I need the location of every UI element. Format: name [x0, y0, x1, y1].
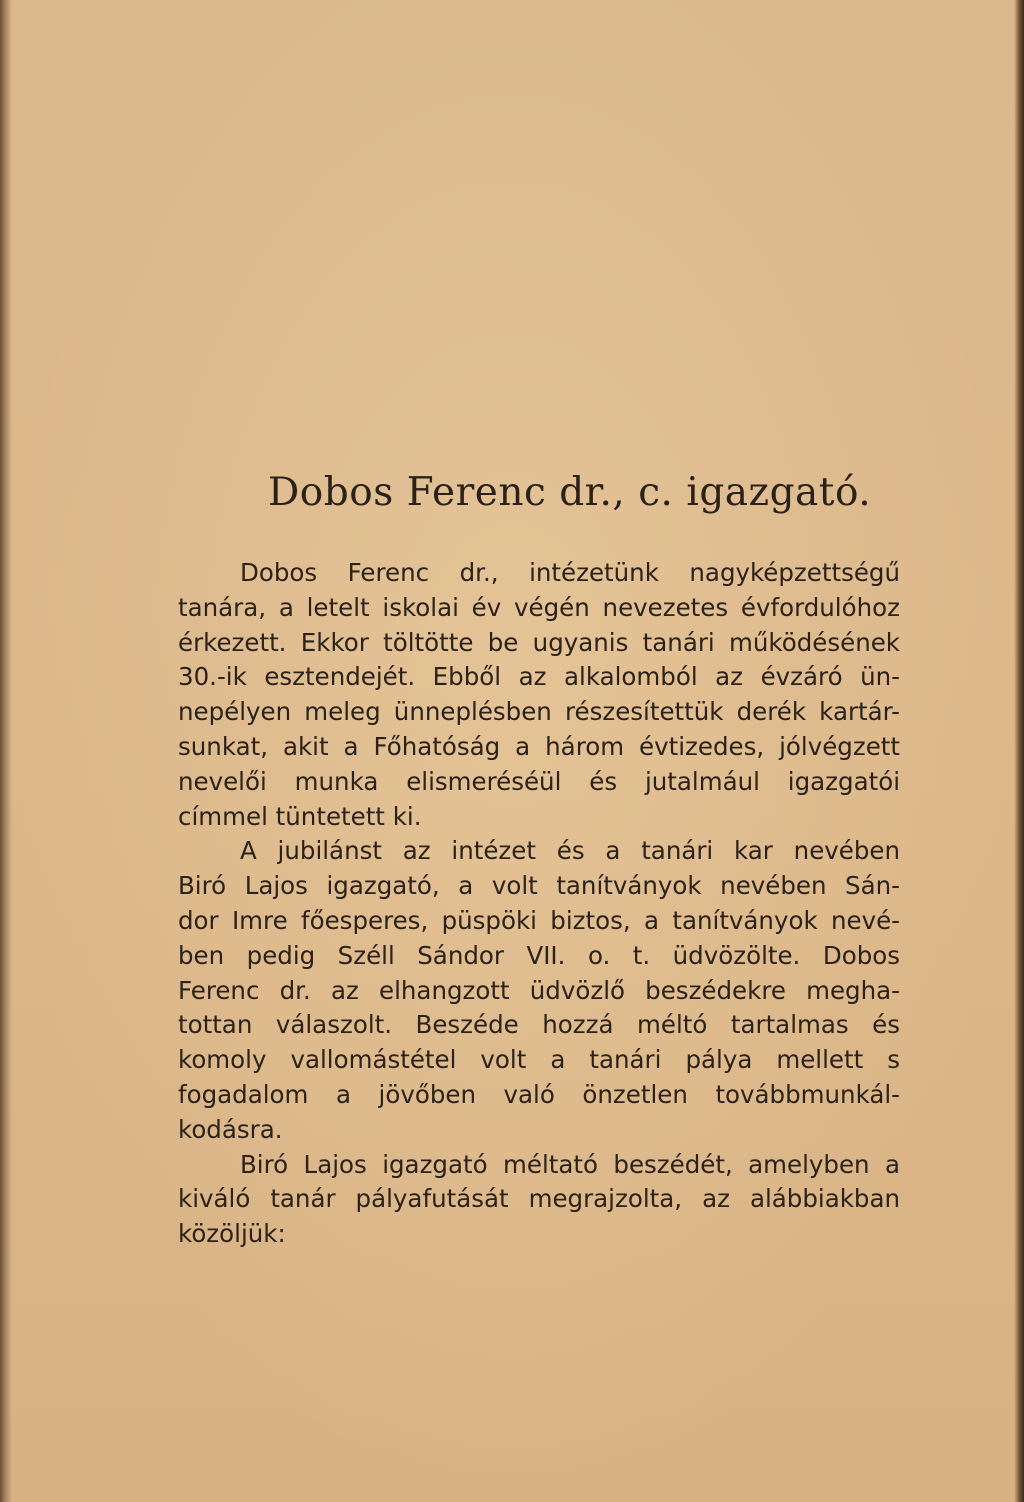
page-right-edge	[1014, 0, 1024, 1502]
text-line: címmel tüntetett ki.	[178, 801, 422, 831]
text-line: komoly vallomástétel volt a tanári pálya mellett s	[178, 1045, 900, 1075]
text-line: nevelői munka elismeréséül és jutalmául igazgatói	[178, 766, 900, 796]
body-text	[178, 556, 900, 1252]
text-line: 30.-ik esztendejét. Ebből az alkalomból az évzáró ün-	[178, 662, 900, 692]
text-line: Ferenc dr. az elhangzott üdvözlő beszédekre megha-	[178, 975, 900, 1005]
text-line: nepélyen meleg ünneplésben részesítettük derék kartár-	[178, 697, 900, 727]
text-line: érkezett. Ekkor töltötte be ugyanis tanári működésének	[178, 627, 900, 657]
text-line: tanára, a letelt iskolai év végén nevezetes évfordulóhoz	[178, 592, 900, 622]
page-left-edge	[0, 0, 12, 1502]
text-line: Biró Lajos igazgató méltató beszédét, amelyben a	[240, 1149, 900, 1179]
text-line: kodásra.	[178, 1114, 283, 1144]
text-line: közöljük:	[178, 1219, 286, 1249]
text-line: sunkat, akit a Főhatóság a három évtizedes, jólvégzett	[178, 731, 900, 761]
text-line: dor Imre főesperes, püspöki biztos, a tanítványok nevé-	[178, 905, 900, 935]
text-line: fogadalom a jövőben való önzetlen továbbmunkál-	[178, 1079, 900, 1109]
text-line: Biró Lajos igazgató, a volt tanítványok nevében Sán-	[178, 871, 900, 901]
text-line: A jubilánst az intézet és a tanári kar nevében	[240, 836, 900, 866]
text-line: tottan válaszolt. Beszéde hozzá méltó tartalmas és	[178, 1010, 900, 1040]
text-line: Dobos Ferenc dr., intézetünk nagyképzettségű	[240, 558, 900, 587]
text-line: ben pedig Széll Sándor VII. o. t. üdvözölte. Dobos	[178, 940, 900, 970]
text-line: kiváló tanár pályafutását megrajzolta, az alábbiakban	[178, 1184, 900, 1214]
page-heading: Dobos Ferenc dr., c. igazgató.	[268, 470, 872, 515]
